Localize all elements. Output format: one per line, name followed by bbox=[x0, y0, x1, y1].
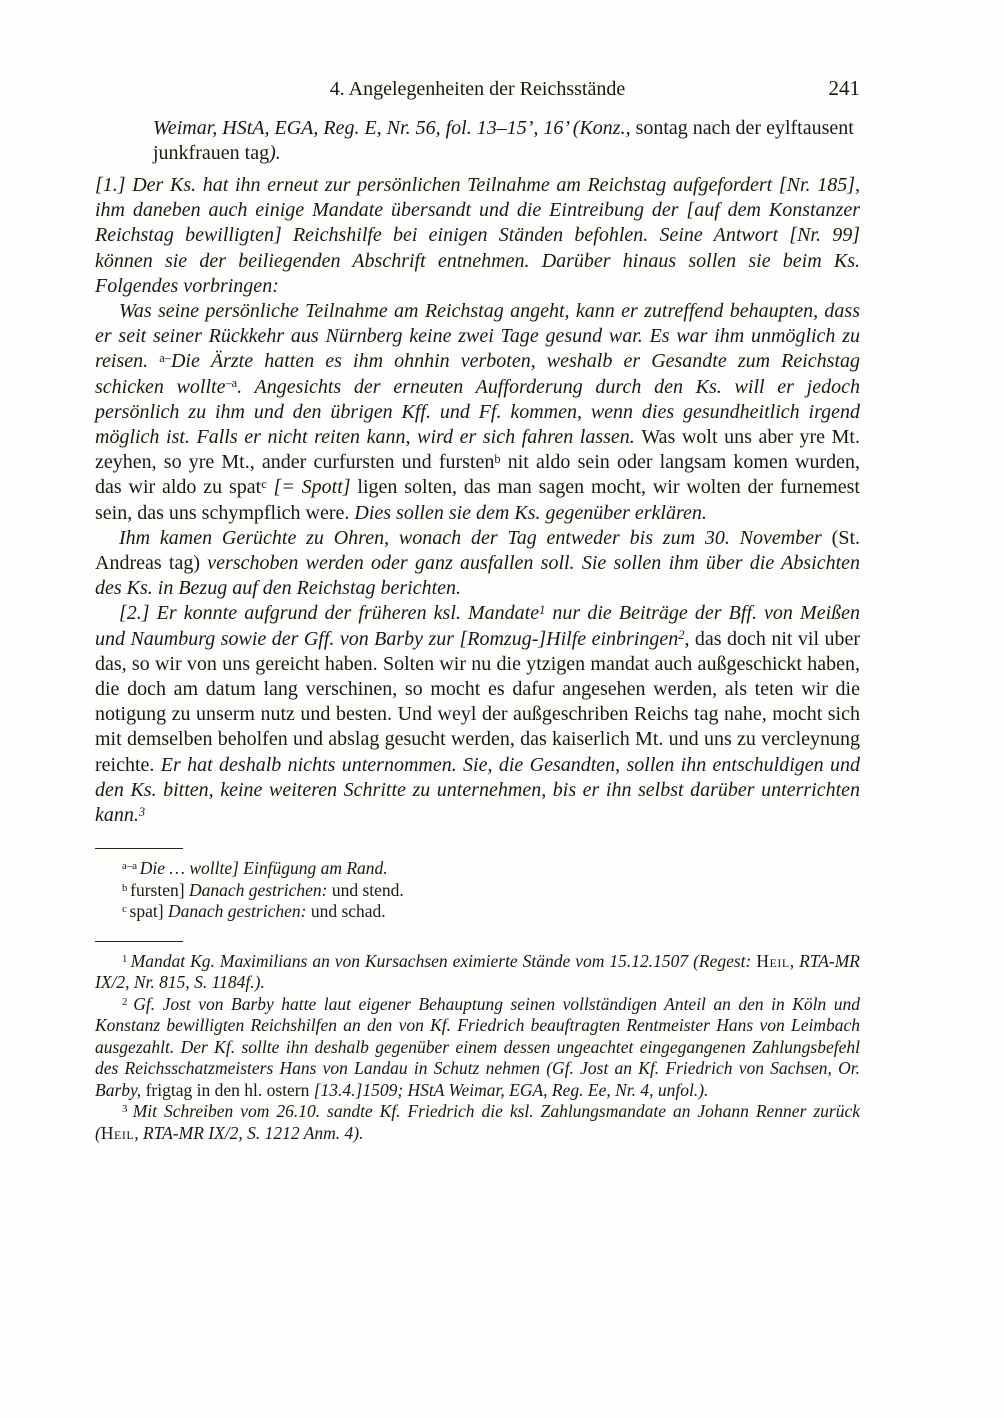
text-run: a– bbox=[159, 350, 171, 365]
apparatus-note bbox=[95, 858, 860, 880]
text-run: Heil bbox=[756, 950, 790, 971]
text-run: , RTA-MR IX/2, Nr. 815, S. 1184f.). bbox=[95, 950, 860, 993]
chapter-title: 4. Angelegenheiten der Reichsstände bbox=[329, 78, 626, 100]
text-run: ligen solten, das man sagen mocht, wir wolten der furnemest sein, das uns schympflich were. bbox=[95, 476, 860, 524]
apparatus-note bbox=[95, 901, 860, 923]
text-run: nit aldo sein oder langsam komen wurden, das wir aldo zu spat bbox=[95, 451, 860, 499]
text-run: 2 bbox=[122, 995, 134, 1008]
footnote-item bbox=[95, 951, 860, 994]
text-run: und stend. bbox=[327, 879, 404, 900]
text-run: 2 bbox=[678, 628, 685, 643]
footnote-rule bbox=[95, 941, 183, 942]
text-run: nur die Beiträge der Bff. von Meißen und Naumburg sowie der Gff. von Barby zur [Romzug-]Hilfe einbringen bbox=[95, 602, 861, 650]
text-run: spat] bbox=[129, 901, 168, 922]
text-run: Weimar, HStA, EGA, Reg. E, Nr. 56, fol. 13–15’, 16’ (Konz., bbox=[153, 117, 636, 139]
text-run: 1 bbox=[539, 602, 546, 617]
apparatus-rule bbox=[95, 848, 183, 849]
text-run: ). bbox=[269, 142, 281, 164]
text-run: [2.] Er konnte aufgrund der früheren ksl. Mandate bbox=[119, 602, 540, 625]
text-run: [13.4.]1509; HStA Weimar, EGA, Reg. Ee, Nr. 4, unfol.). bbox=[313, 1079, 709, 1100]
text-run: b bbox=[494, 451, 501, 466]
apparatus-section bbox=[95, 848, 860, 923]
paragraph bbox=[95, 173, 860, 299]
source-line bbox=[153, 116, 860, 166]
text-run: c bbox=[122, 903, 130, 916]
text-run: (St. Andreas tag) bbox=[95, 526, 860, 575]
text-run: Er hat deshalb nichts unternommen. Sie, die Gesandten, sollen ihn entschuldigen und den Ks. bitten, keine weiteren Schritte zu unternehmen, bis er ihn selbst darüber unterrichten kann. bbox=[95, 753, 860, 827]
text-run: 1 bbox=[122, 952, 131, 965]
text-run: [1.] Der Ks. hat ihn erneut zur persönlichen Teilnahme am Reichstag aufgefordert [Nr. 185], ihm daneben auch einige Mandate übersandt und die Eintreibung der [auf dem Konstanzer Reichstag bewilligten] Reichshilfe bei einigen Ständen befohlen. Seine Antwort [Nr. 99] können sie der beiliegenden Abschrift entnehmen. Darüber hinaus sollen sie beim Ks. Folgendes vorbringen: bbox=[95, 174, 860, 297]
text-run: [= Spott] bbox=[266, 476, 358, 499]
text-run: Was seine persönliche Teilnahme am Reichstag angeht, kann er zutreffend behaupten, dass er seit seiner Rückkehr aus Nürnberg keine zwei Tage gesund war. Es war ihm unmöglich zu reisen. bbox=[95, 300, 860, 373]
text-run: und schad. bbox=[306, 901, 386, 922]
text-run: Ihm kamen Gerüchte zu Ohren, wonach der Tag entweder bis zum 30. November bbox=[119, 526, 832, 549]
text-run: , das doch nit vil uber das, so wir von uns gereicht haben. Solten wir nu die ytzigen mandat auch außgeschickt haben, die doch am datum lang verschinen, so mocht es dafur angesehen werden, als teten wir die notigung zu unserm nutz und besten. Und weyl der außgeschriben Reichs tag nahe, mocht sich mit demselben beholfen und abslag gesucht werden, das kaiserlich Mt. und uns zu vercleynung reichte. bbox=[95, 627, 860, 776]
text-run: Die … wollte] Einfügung am Rand. bbox=[139, 858, 388, 879]
text-run: verschoben werden oder ganz ausfallen soll. Sie sollen ihm über die Absichten des Ks. in Bezug auf den Reichstag berichten. bbox=[95, 552, 861, 600]
apparatus-note bbox=[95, 880, 860, 902]
text-run: sontag nach der eylftausent junkfrauen tag bbox=[153, 117, 854, 164]
paragraph bbox=[95, 299, 860, 526]
text-run: Mit Schreiben vom 26.10. sandte Kf. Friedrich die ksl. Zahlungsmandate an Johann Renner zurück ( bbox=[95, 1101, 860, 1143]
text-run: Danach gestrichen: bbox=[188, 879, 328, 900]
paragraph bbox=[95, 601, 860, 828]
text-run: Danach gestrichen: bbox=[167, 901, 307, 922]
footnote-item bbox=[95, 1101, 860, 1144]
text-run: b bbox=[122, 881, 131, 894]
text-run: fursten] bbox=[130, 879, 189, 900]
apparatus-notes bbox=[95, 858, 860, 923]
footnote-items bbox=[95, 951, 860, 1145]
text-run: frigtag in den hl. ostern bbox=[145, 1079, 314, 1100]
page-number: 241 bbox=[828, 76, 860, 100]
text-run: , RTA-MR IX/2, S. 1212 Anm. 4). bbox=[134, 1122, 364, 1143]
footnotes-section bbox=[95, 941, 860, 1145]
text-run: c bbox=[261, 476, 267, 491]
text-run: Die Ärzte hatten es ihm ohnhin verboten, weshalb er Gesandte zum Reichstag schicken wollte bbox=[95, 350, 861, 398]
text-run: . Angesichts der erneuten Aufforderung durch den Ks. will er jedoch persönlich zu ihm und den übrigen Kff. und Ff. kommen, wenn dies gesundheitlich irgend möglich ist. Falls er nicht reiten kann, wird er sich fahren lassen. bbox=[95, 375, 860, 449]
text-run: Heil bbox=[100, 1122, 135, 1143]
text-run: Dies sollen sie dem Ks. gegenüber erklären. bbox=[354, 501, 707, 524]
text-run: 3 bbox=[138, 804, 146, 819]
paragraph bbox=[95, 526, 860, 602]
document-body bbox=[95, 173, 860, 828]
running-header bbox=[95, 78, 860, 104]
text-run: a–a bbox=[122, 860, 140, 873]
text-run: Was wolt uns aber yre Mt. zeyhen, so yre Mt., ander curfursten und fursten bbox=[95, 426, 860, 474]
text-run: Mandat Kg. Maximilians an von Kursachsen eximierte Stände vom 15.12.1507 (Regest: bbox=[130, 950, 757, 971]
footnote-item bbox=[95, 994, 860, 1102]
text-run: Gf. Jost von Barby hatte laut eigener Behauptung seinen vollständigen Anteil an den in Köln und Konstanz bewilligten Reichshilfen an den von Kf. Friedrich beauftragten Rentmeister Hans von Leimbach ausgezahlt. Der Kf. sollte ihn deshalb gegenüber einem dessen ungeachtet eingegangenen Zahlungsbefehl des Reichsschatzmeisters Hans von Landau in Schutz nehmen (Gf. Jost an Kf. Friedrich von Sachsen, Or. Barby, bbox=[95, 993, 861, 1100]
text-run: –a bbox=[225, 376, 238, 391]
text-run: 3 bbox=[122, 1103, 133, 1116]
